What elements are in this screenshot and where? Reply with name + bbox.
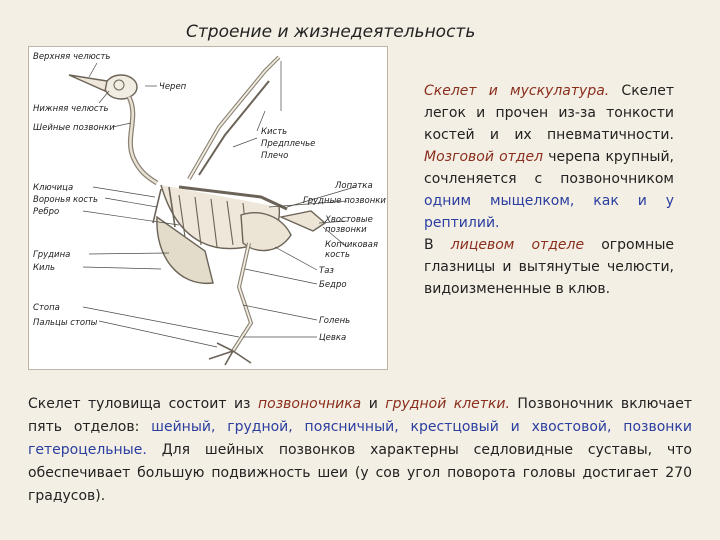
text-spine-sections: шейный, грудной, поясничный, крестцовый и хвостовой, позвонки гетероцельные. <box>28 419 692 458</box>
emphasis-brain-section: Мозговой отдел <box>424 149 544 165</box>
label-thoracic-vertebrae: Грудные позвонки <box>303 196 386 206</box>
text-and: и <box>361 396 386 412</box>
text-spine-includes: Позвоночник включает пять отделов: <box>28 396 692 435</box>
label-femur: Бедро <box>319 280 347 290</box>
label-sternum: Грудина <box>33 250 71 260</box>
label-pygostyle: Копчиковая кость <box>325 240 379 260</box>
label-upper-jaw: Верхняя челюсть <box>33 52 111 62</box>
text-skull-large: черепа крупный, сочленяется с позвоночником <box>424 149 674 187</box>
label-tibia: Голень <box>319 316 351 326</box>
label-pelvis: Таз <box>319 266 334 276</box>
emphasis-facial-section: лицевом отделе <box>450 237 585 253</box>
label-lower-jaw: Нижняя челюсть <box>33 104 109 114</box>
label-clavicle: Ключица <box>33 183 74 193</box>
text-skeleton-light: Скелет легок и прочен из-за тонкости костей и их пневматичности. <box>424 83 674 143</box>
label-shoulder: Плечо <box>261 151 289 161</box>
label-skull: Череп <box>159 82 187 92</box>
text-neck-joints: Для шейных позвонков характерны седловидные суставы, что обеспечивает большую подвижность шеи (у сов угол поворота головы достигает 270 градусов). <box>28 442 692 504</box>
label-hand: Кисть <box>261 127 288 137</box>
label-forearm: Предплечье <box>261 139 316 149</box>
bird-skeleton-figure <box>28 46 388 370</box>
emphasis-spine: позвоночника <box>257 396 362 412</box>
emphasis-rib-cage: грудной клетки. <box>385 396 510 412</box>
label-scapula: Лопатка <box>335 181 373 191</box>
label-foot: Стопа <box>33 303 60 313</box>
emphasis-skeleton-muscles: Скелет и мускулатура. <box>424 83 610 99</box>
label-neck-vertebrae: Шейные позвонки <box>33 123 115 133</box>
label-tail-vertebrae: Хвостовые позвонки <box>325 215 373 235</box>
text-eye-sockets: огромные глазницы и вытянутые челюсти, видоизмененные в клюв. <box>424 237 674 297</box>
text-in: В <box>424 237 451 253</box>
label-toes: Пальцы стопы <box>33 318 98 328</box>
text-trunk-intro: Скелет туловища состоит из <box>28 396 258 412</box>
label-coracoid: Воронья кость <box>33 195 98 205</box>
skeleton-description <box>424 80 674 300</box>
label-rib: Ребро <box>33 207 60 217</box>
text-one-condyle: одним мыщелком, как и у рептилий. <box>424 193 674 231</box>
label-tarsometatarsus: Цевка <box>319 333 347 343</box>
label-keel: Киль <box>33 263 56 273</box>
page-title: Строение и жизнедеятельность <box>186 22 476 42</box>
trunk-skeleton-description <box>28 393 692 508</box>
